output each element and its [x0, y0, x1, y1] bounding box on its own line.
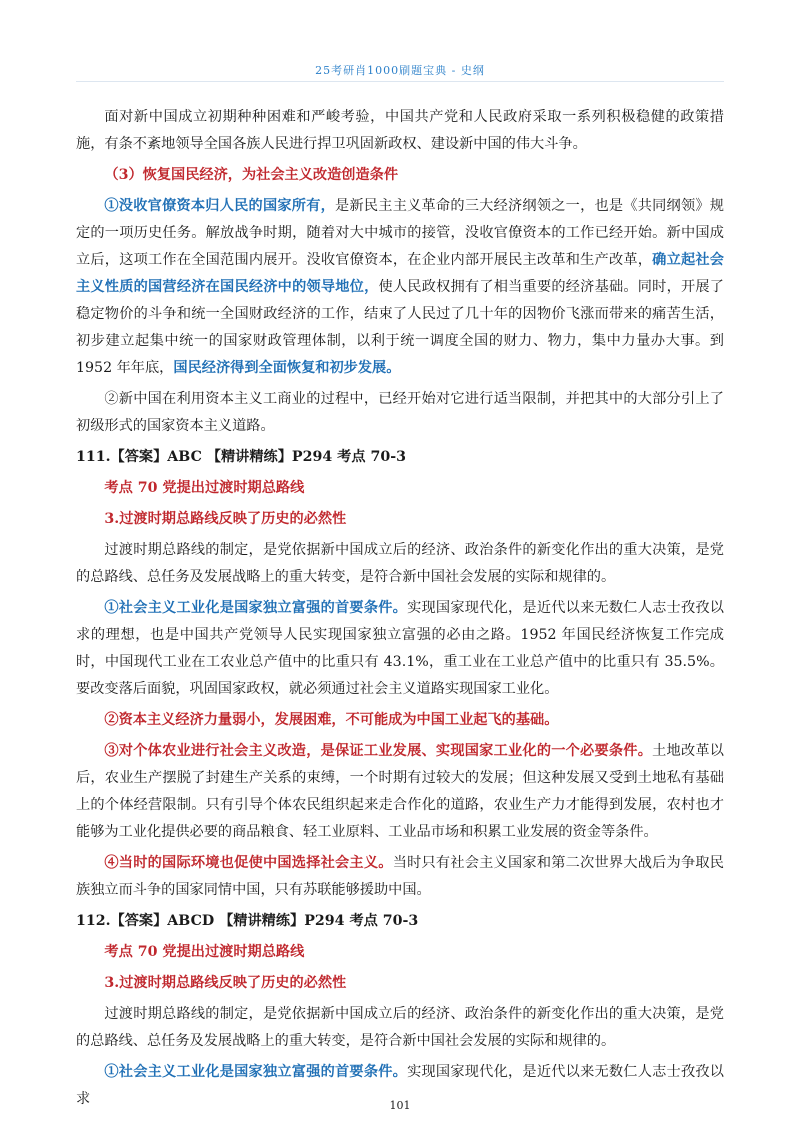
q111-condition-4 — [76, 850, 724, 904]
q111-condition-1 — [76, 595, 724, 703]
point-1-highlight: ①没收官僚资本归人民的国家所有， — [104, 198, 336, 214]
point-1-paragraph — [76, 193, 724, 382]
q111-condition-2: ②资本主义经济力量弱小，发展困难，不可能成为中国工业起飞的基础。 — [104, 712, 559, 728]
page-content — [76, 104, 724, 1117]
q111-condition-1-text: 实现国家现代化，是近代以来无数仁人志士孜孜以求的理想，也是中国共产党领导人民实现国家独立富强的必由之路。1952 年国民经济恢复工作完成时，中国现代工业在工农业总产值中的比重只有 43.1%，重工业在工业总产值中的比重只有 35.5%。要改变落后面貌，巩固国家政权，就必须通过社会主义道路实现国家工业化。 — [76, 600, 724, 697]
section-3-heading: （3）恢复国民经济，为社会主义改造创造条件 — [104, 167, 399, 183]
q112-condition-1-text: 实现国家现代化，是近代以来无数仁人志士孜孜以求 — [76, 1064, 724, 1107]
running-header: 25考研肖1000刷题宝典 - 史纲 — [315, 64, 485, 77]
point-1-text: 是新民主主义革命的三大经济纲领之一，也是《共同纲领》规定的一项历史任务。解放战争时期，随着对大中城市的接管，没收官僚资本的工作已经开始。新中国成立后，这项工作在全国范围内展开。没收官僚资本，在企业内部开展民主改革和生产改革， — [76, 198, 724, 268]
q111-answer-label: 111.【答案】ABC 【精讲精练】P294 考点 70-3 — [76, 449, 406, 465]
q111-subheading: 3.过渡时期总路线反映了历史的必然性 — [104, 511, 347, 527]
q111-condition-3 — [76, 738, 724, 846]
page-number: 101 — [389, 1099, 411, 1112]
q111-condition-3-highlight: ③对个体农业进行社会主义改造，是保证工业发展、实现国家工业化的一个必要条件。 — [104, 743, 653, 759]
q111-paragraph: 过渡时期总路线的制定，是党依据新中国成立后的经济、政治条件的新变化作出的重大决策，是党的总路线、总任务及发展战略上的重大转变，是符合新中国社会发展的实际和规律的。 — [76, 542, 724, 585]
q111-condition-3-text: 土地改革以后，农业生产摆脱了封建生产关系的束缚，一个时期有过较大的发展；但这种发展又受到土地私有基础上的个体经营限制。只有引导个体农民组织起来走合作化的道路，农业生产力才能得到发展，农村也才能够为工业化提供必要的商品粮食、轻工业原料、工业品市场和积累工业发展的资金等条件。 — [76, 743, 724, 840]
q111-knowledge-point: 考点 70 党提出过渡时期总路线 — [104, 480, 305, 496]
point-2-paragraph: ②新中国在利用资本主义工商业的过程中，已经开始对它进行适当限制，并把其中的大部分引上了初级形式的国家资本主义道路。 — [76, 391, 724, 434]
q111-condition-4-text: 当时只有社会主义国家和第二次世界大战后为争取民族独立而斗争的国家同情中国，只有苏联能够援助中国。 — [76, 855, 724, 898]
q112-answer-label: 112.【答案】ABCD 【精讲精练】P294 考点 70-3 — [76, 913, 419, 929]
point-1-highlight-3: 国民经济得到全面恢复和初步发展。 — [173, 360, 401, 376]
q111-condition-1-highlight: ①社会主义工业化是国家独立富强的首要条件。 — [104, 600, 408, 616]
q112-condition-1-highlight: ①社会主义工业化是国家独立富强的首要条件。 — [104, 1064, 408, 1080]
intro-paragraph: 面对新中国成立初期种种困难和严峻考验，中国共产党和人民政府采取一系列积极稳健的政策措施，有条不紊地领导全国各族人民进行捍卫巩固新政权、建设新中国的伟大斗争。 — [76, 109, 724, 152]
q112-subheading: 3.过渡时期总路线反映了历史的必然性 — [104, 975, 347, 991]
q112-paragraph: 过渡时期总路线的制定，是党依据新中国成立后的经济、政治条件的新变化作出的重大决策，是党的总路线、总任务及发展战略上的重大转变，是符合新中国社会发展的实际和规律的。 — [76, 1006, 724, 1049]
q112-knowledge-point: 考点 70 党提出过渡时期总路线 — [104, 944, 305, 960]
header-divider — [76, 81, 724, 82]
point-1-highlight-2: 确立起社会主义性质的国营经济在国民经济中的领导地位， — [76, 252, 724, 295]
q111-condition-4-highlight: ④当时的国际环境也促使中国选择社会主义。 — [104, 855, 393, 871]
point-1-text-2: 使人民政权拥有了相当重要的经济基础。同时，开展了稳定物价的斗争和统一全国财政经济的工作，结束了人民过了几十年的因物价飞涨而带来的痛苦生活，初步建立起集中统一的国家财政管理体制，以利于统一调度全国的财力、物力，集中力量办大事。到 1952 年年底， — [76, 279, 724, 376]
